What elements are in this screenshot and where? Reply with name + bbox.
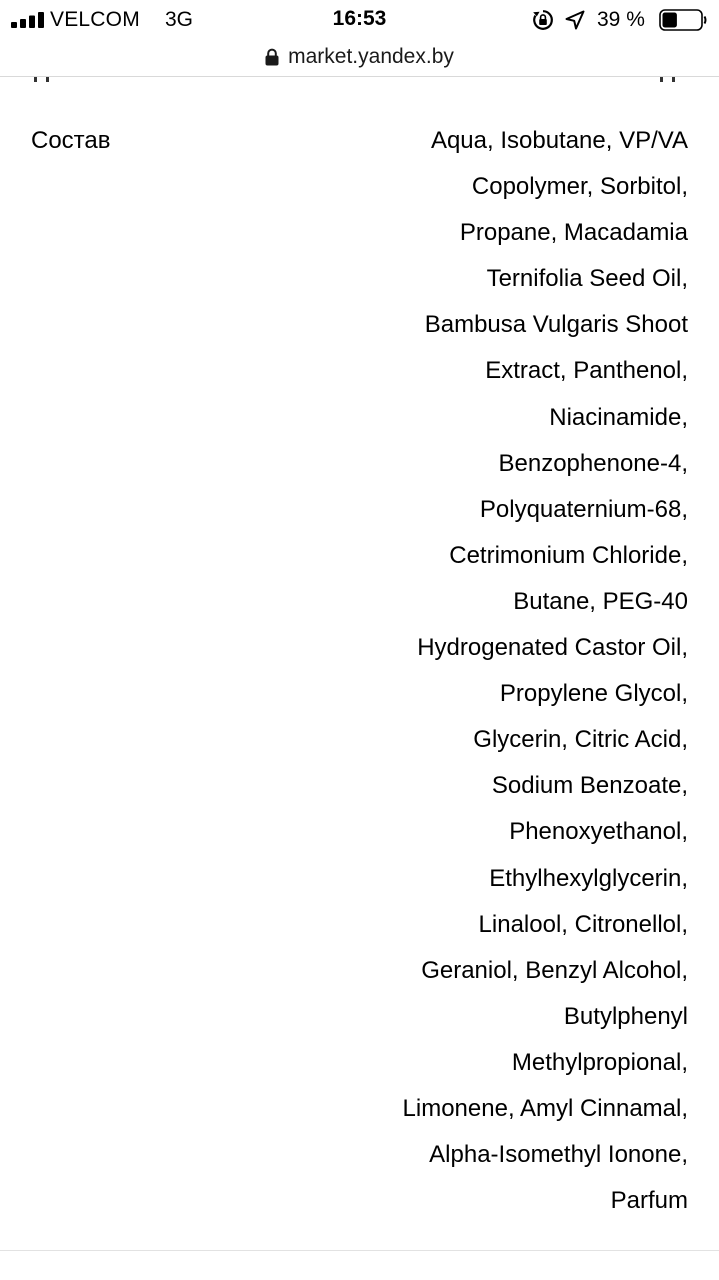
- spec-value: [343, 118, 688, 1224]
- spec-value-line: Glycerin, Citric Acid,: [473, 726, 688, 754]
- carrier-name: VELCOM: [50, 8, 140, 31]
- url-text[interactable]: market.yandex.by: [288, 45, 454, 68]
- rotation-lock-icon: [532, 9, 554, 31]
- spec-value-line: Propane, Macadamia: [459, 219, 688, 247]
- spec-value-line: Cetrimonium Chloride,: [449, 541, 688, 569]
- spec-value-line: Parfum: [610, 1187, 688, 1215]
- spec-value-line: Butane, PEG-40: [513, 587, 688, 615]
- battery-percentage: 39 %: [597, 8, 645, 31]
- spec-value-line: Propylene Glycol,: [499, 680, 688, 708]
- status-time: 16:53: [332, 7, 387, 30]
- divider: [0, 1250, 719, 1251]
- cut-off-text-fragment: [34, 77, 37, 82]
- spec-value-line: Extract, Panthenol,: [485, 357, 688, 385]
- battery-level-fill: [663, 13, 677, 28]
- spec-value-line: Phenoxyethanol,: [509, 818, 688, 846]
- address-bar[interactable]: [0, 38, 719, 77]
- battery-icon: [659, 9, 707, 31]
- spec-value-line: Niacinamide,: [549, 403, 688, 431]
- spec-value-line: Linalool, Citronellol,: [478, 910, 688, 938]
- spec-label: Состав: [31, 127, 111, 154]
- spec-value-line: Polyquaternium-68,: [479, 495, 688, 523]
- cut-off-text-fragment: [672, 77, 675, 82]
- spec-value-line: Aqua, Isobutane, VP/VA: [430, 127, 688, 154]
- spec-value-line: Ethylhexylglycerin,: [489, 864, 688, 892]
- cut-off-text-fragment: [46, 77, 49, 82]
- spec-value-line: Hydrogenated Castor Oil,: [417, 634, 688, 662]
- cut-off-text-fragment: [660, 77, 663, 82]
- spec-value-line: Copolymer, Sorbitol,: [471, 173, 688, 201]
- network-type: 3G: [165, 8, 194, 31]
- spec-value-line: Ternifolia Seed Oil,: [486, 265, 688, 293]
- status-bar: [0, 0, 719, 40]
- spec-value-line: Methylpropional,: [511, 1048, 688, 1076]
- spec-value-line: Limonene, Amyl Cinnamal,: [402, 1094, 688, 1122]
- spec-value-line: Geraniol, Benzyl Alcohol,: [421, 956, 688, 984]
- spec-value-line: Benzophenone-4,: [498, 449, 688, 477]
- spec-value-line: Bambusa Vulgaris Shoot: [424, 311, 688, 339]
- location-arrow-icon: [565, 10, 585, 30]
- spec-value-line: Alpha-Isomethyl Ionone,: [429, 1141, 688, 1169]
- spec-value-line: Butylphenyl: [563, 1002, 688, 1030]
- lock-icon: [265, 48, 279, 66]
- spec-value-line: Sodium Benzoate,: [491, 772, 688, 800]
